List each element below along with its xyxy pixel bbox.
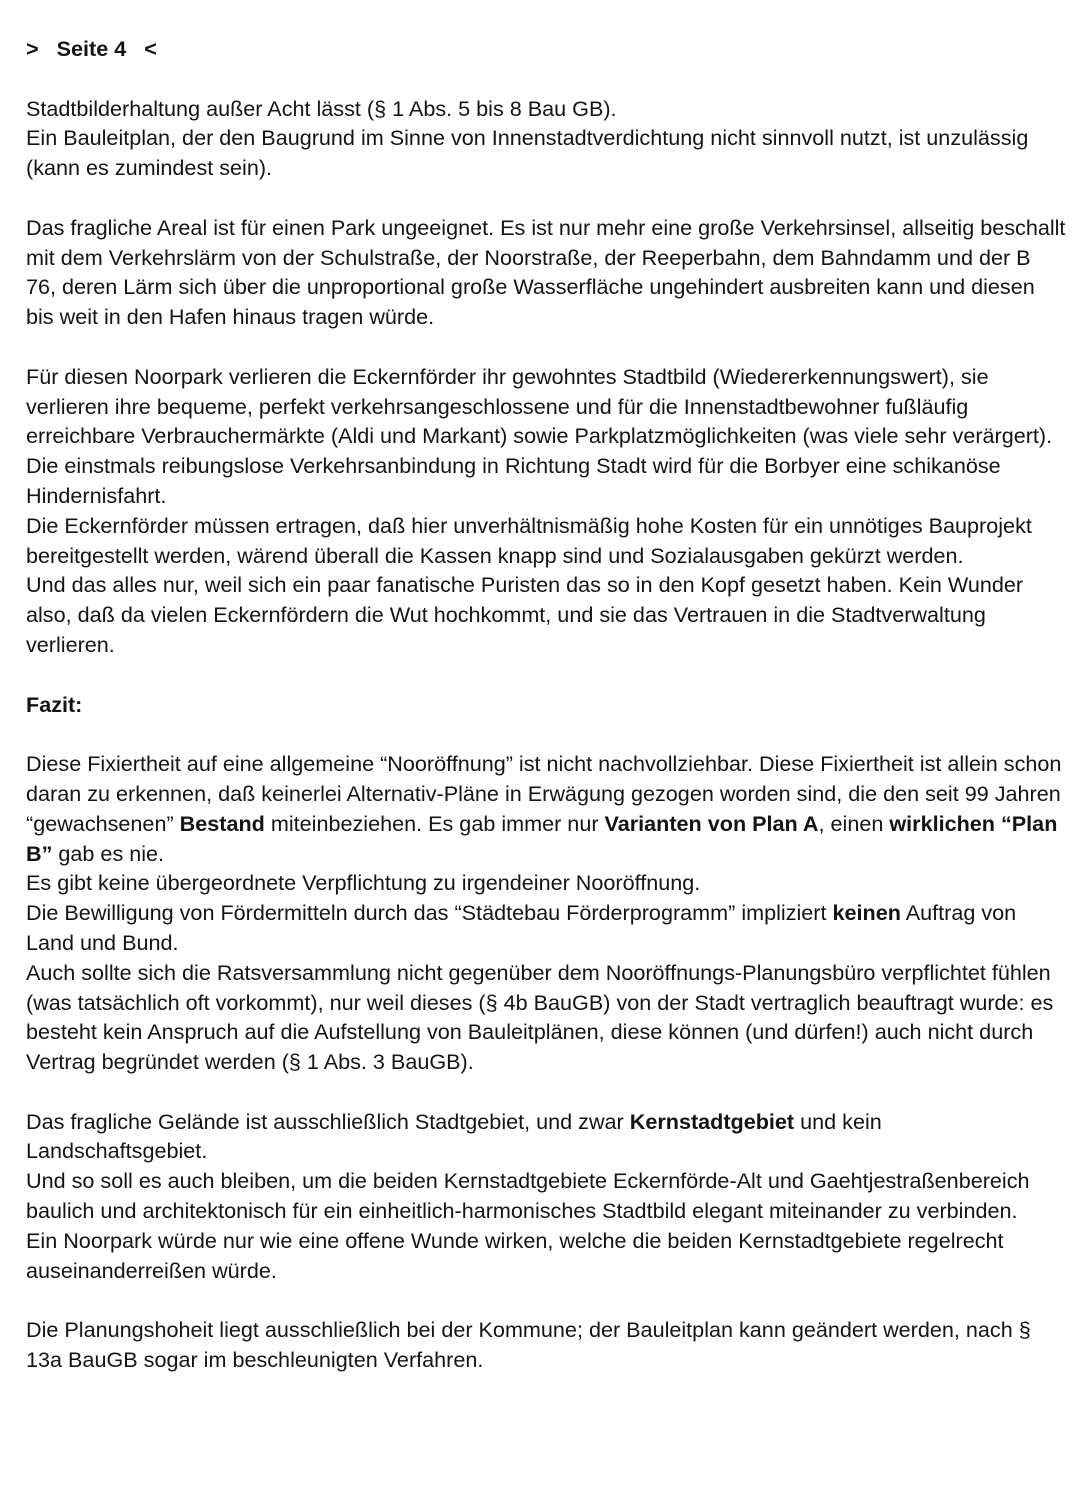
paragraph-gap	[26, 1077, 1066, 1107]
text-run: miteinbeziehen. Es gab immer nur	[264, 810, 605, 836]
text-run: und kein Landschaftsgebiet.	[26, 1108, 882, 1164]
paragraph-gelaende	[26, 1107, 1066, 1167]
paragraph-areal: Das fragliche Areal ist für einen Park ungeeignet. Es ist nur mehr eine große Verkehrsinsel, allseitig beschallt mit dem Verkehrslärm von der Schulstraße, der Noorstraße, der Reeperbahn, dem Bahndamm und der B 76, deren Lärm sich über die unproportional große Wasserfläche ungehindert ausbreiten kann und diesen bis weit in den Hafen hinaus tragen würde.	[26, 214, 1066, 330]
paragraph-gap	[26, 719, 1066, 749]
paragraph-planungshoheit: Die Planungshoheit liegt ausschließlich bei der Kommune; der Bauleitplan kann geändert werden, nach § 13a BauGB sogar im beschleunigten Verfahren.	[26, 1317, 1031, 1373]
bold-text-plan-b: wirklichen “Plan B”	[26, 810, 1058, 866]
paragraph-verkehrsanbindung: Die einstmals reibungslose Verkehrsanbindung in Richtung Stadt wird für die Borbyer eine schikanöse Hindernisfahrt.	[26, 453, 1001, 508]
paragraph-ratsversammlung: Auch sollte sich die Ratsversammlung nicht gegenüber dem Nooröffnungs-Planungsbüro verpflichtet fühlen (was tatsächlich oft vorkommt), nur weil dieses (§ 4b BauGB) von der Stadt vertraglich beauftragt wurde: es besteht kein Anspruch auf die Aufstellung von Bauleitplänen, diese können (und dürfen!) auch nicht durch Vertrag begründet werden (§ 1 Abs. 3 BauGB).	[26, 959, 1054, 1075]
header-left-marker: >	[26, 36, 39, 61]
text-run: gab es nie.	[52, 840, 165, 866]
paragraph-foerdermittel	[26, 898, 1066, 958]
text-run: Diese Fixiertheit auf eine allgemeine “Nooröffnung” ist nicht nachvollziehbar. Diese Fixiertheit ist allein schon daran zu erkennen, daß keinerlei Alternativ-Pläne in Erwägung gezogen worden sind, die den seit 99 Jahren “gewachsenen”	[26, 751, 1062, 836]
paragraph-gap	[26, 332, 1066, 362]
paragraph-verpflichtung: Es gibt keine übergeordnete Verpflichtung zu irgendeiner Nooröffnung.	[26, 870, 701, 896]
page-number-label: Seite 4	[56, 36, 127, 61]
page-header	[26, 34, 1066, 64]
text-run: Das fragliche Gelände ist ausschließlich Stadtgebiet, und zwar	[26, 1108, 630, 1134]
paragraph-gap	[26, 1285, 1066, 1315]
bold-text-bestand: Bestand	[179, 810, 265, 836]
paragraph-bauleitplan: Ein Bauleitplan, der den Baugrund im Sinne von Innenstadtverdichtung nicht sinnvoll nutzt, ist unzulässig (kann es zumindest sein).	[26, 125, 1029, 181]
paragraph-kernstadtgebiete: Und so soll es auch bleiben, um die beiden Kernstadtgebiete Eckernförde-Alt und Gaehtjestraßenbereich baulich und architektonisch für ein einheitlich-harmonisches Stadtbild elegant miteinander zu verbinden.	[26, 1168, 1030, 1224]
document-page	[26, 34, 1066, 1375]
paragraph-fixiertheit	[26, 749, 1066, 868]
text-run: Auftrag von Land und Bund.	[26, 900, 1017, 955]
text-run: Die Bewilligung von Fördermitteln durch das “Städtebau Förderprogramm” impliziert	[26, 900, 833, 926]
paragraph-gap	[26, 660, 1066, 690]
paragraph-kosten: Die Eckernförder müssen ertragen, daß hier unverhältnismäßig hohe Kosten für ein unnötiges Bauprojekt bereitgestellt werden, wärend überall die Kassen knapp sind und Sozialausgaben gekürzt werden.	[26, 512, 1032, 568]
bold-text-kernstadtgebiet: Kernstadtgebiet	[629, 1108, 795, 1134]
bold-text-varianten: Varianten von Plan A	[604, 810, 819, 836]
paragraph-stadtbilderhaltung: Stadtbilderhaltung außer Acht lässt (§ 1 Abs. 5 bis 8 Bau GB).	[26, 95, 617, 121]
text-run: , einen	[818, 810, 890, 836]
fazit-heading: Fazit:	[26, 691, 83, 717]
paragraph-puristen: Und das alles nur, weil sich ein paar fanatische Puristen das so in den Kopf gesetzt haben. Kein Wunder also, daß da vielen Eckernfördern die Wut hochkommt, und sie das Vertrauen in die Stadtverwaltung verlieren.	[26, 572, 1024, 657]
header-right-marker: <	[144, 36, 157, 61]
paragraph-gap	[26, 183, 1066, 213]
bold-text-keinen: keinen	[832, 900, 901, 926]
paragraph-offene-wunde: Ein Noorpark würde nur wie eine offene Wunde wirken, welche die beiden Kernstadtgebiete regelrecht auseinanderreißen würde.	[26, 1227, 1004, 1283]
paragraph-noorpark-stadtbild: Für diesen Noorpark verlieren die Eckernförder ihr gewohntes Stadtbild (Wiedererkennungswert), sie verlieren ihre bequeme, perfekt verkehrsangeschlossene und für die Innenstadtbewohner fußläufig erreichbare Verbrauchermärkte (Aldi und Markant) sowie Parkplatzmöglichkeiten (was viele sehr verärgert).	[26, 363, 1053, 449]
